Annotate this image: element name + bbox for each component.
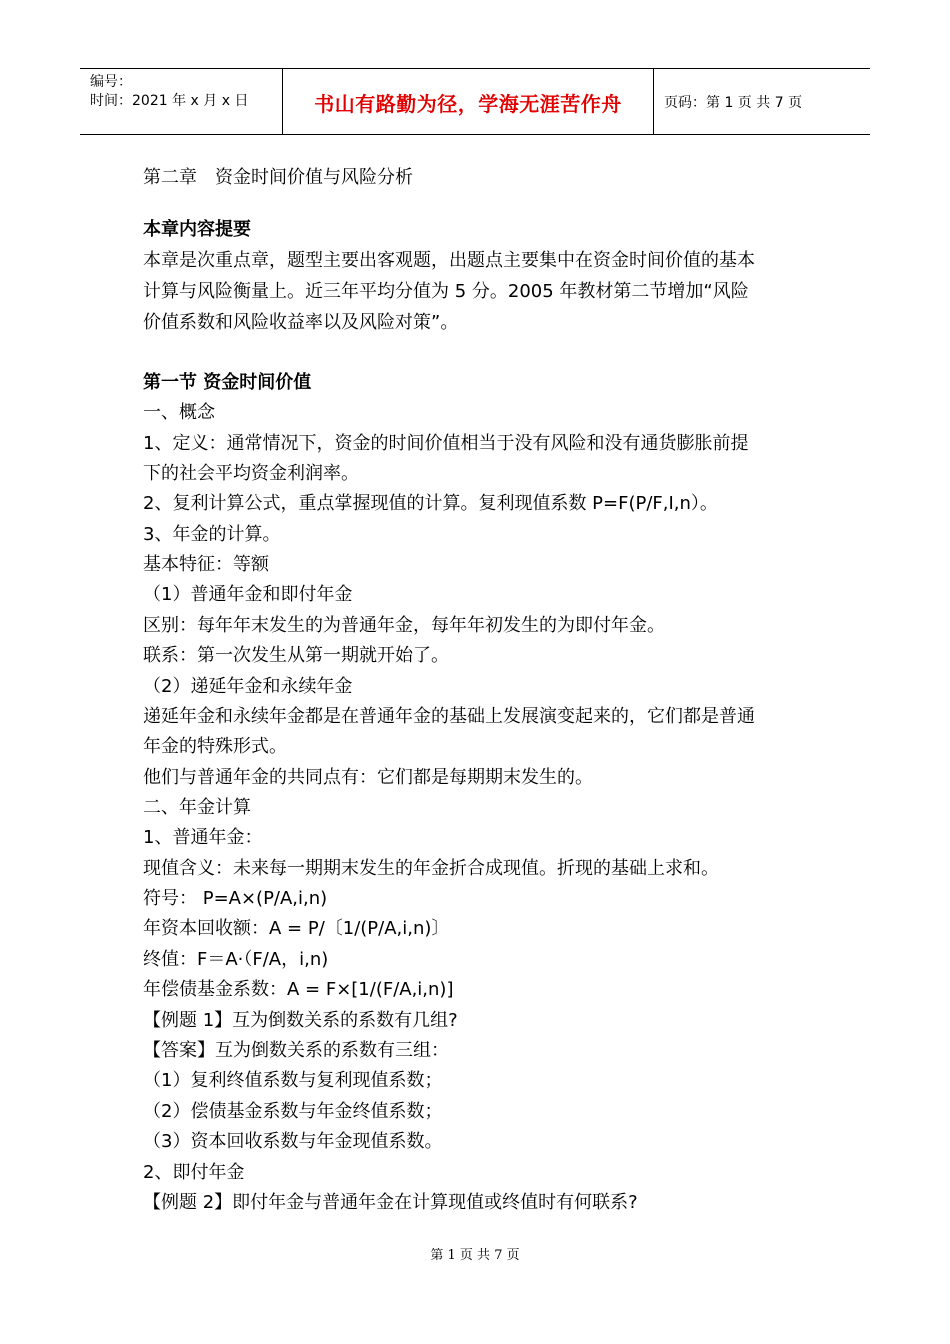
body-line: （1）普通年金和即付年金 <box>143 584 353 605</box>
body-line: 1、普通年金： <box>143 827 263 848</box>
page-header-table <box>80 68 870 135</box>
body-line: 一、概念 <box>143 402 215 423</box>
body-line: 【例题 1】互为倒数关系的系数有几组? <box>143 1010 458 1031</box>
body-line: 符号： P=A×(P/A,i,n) <box>143 888 328 909</box>
page-info: 页码：第 1 页 共 7 页 <box>664 95 803 111</box>
body-line: 3、年金的计算。 <box>143 524 281 545</box>
summary-line: 计算与风险衡量上。近三年平均分值为 5 分。2005 年教材第二节增加“风险 <box>143 281 749 302</box>
body-line: 区别：每年年末发生的为普通年金，每年年初发生的为即付年金。 <box>143 615 665 636</box>
header-motto-cell <box>282 69 654 134</box>
body-line: 现值含义：未来每一期期末发生的年金折合成现值。折现的基础上求和。 <box>143 858 719 879</box>
body-line: 递延年金和永续年金都是在普通年金的基础上发展演变起来的，它们都是普通 <box>143 706 755 727</box>
body-line: 年偿债基金系数：A = F×[1/(F/A,i,n)] <box>143 979 454 1000</box>
body-line: 【答案】互为倒数关系的系数有三组： <box>143 1040 449 1061</box>
body-line: 【例题 2】即付年金与普通年金在计算现值或终值时有何联系? <box>143 1192 638 1213</box>
body-line: 1、定义：通常情况下，资金的时间价值相当于没有风险和没有通货膨胀前提 <box>143 433 749 454</box>
body-line: 终值：F＝A·（F/A，i,n) <box>143 949 329 970</box>
header-meta-cell <box>80 69 282 134</box>
body-line: 年金的特殊形式。 <box>143 736 287 757</box>
body-line: 他们与普通年金的共同点有：它们都是每期期末发生的。 <box>143 767 593 788</box>
body-line: 下的社会平均资金利润率。 <box>143 463 359 484</box>
motto-text: 书山有路勤为径，学海无涯苦作舟 <box>314 92 622 116</box>
header-page-cell <box>654 69 870 134</box>
summary-heading: 本章内容提要 <box>143 219 251 240</box>
page-footer: 第 1 页 共 7 页 <box>430 1248 520 1263</box>
body-line: （3）资本回收系数与年金现值系数。 <box>143 1131 443 1152</box>
body-line: 2、复利计算公式，重点掌握现值的计算。复利现值系数 P=F(P/F,I,n）。 <box>143 493 718 514</box>
body-line: 基本特征：等额 <box>143 554 269 575</box>
body-line: 2、即付年金 <box>143 1162 245 1183</box>
code-label: 编号： <box>90 74 132 90</box>
body-line: （1）复利终值系数与复利现值系数； <box>143 1070 443 1091</box>
body-line: 联系：第一次发生从第一期就开始了。 <box>143 645 449 666</box>
summary-line: 本章是次重点章，题型主要出客观题，出题点主要集中在资金时间价值的基本 <box>143 250 755 271</box>
summary-line: 价值系数和风险收益率以及风险对策”。 <box>143 312 459 333</box>
body-line: 二、年金计算 <box>143 797 251 818</box>
date-line: 时间：2021 年 x 月 x 日 <box>90 93 249 109</box>
body-line: （2）偿债基金系数与年金终值系数； <box>143 1101 443 1122</box>
chapter-title: 第二章 资金时间价值与风险分析 <box>143 167 413 188</box>
body-line: （2）递延年金和永续年金 <box>143 676 353 697</box>
section-heading: 第一节 资金时间价值 <box>143 372 312 393</box>
body-line: 年资本回收额：A = P/〔1/(P/A,i,n)〕 <box>143 918 450 939</box>
